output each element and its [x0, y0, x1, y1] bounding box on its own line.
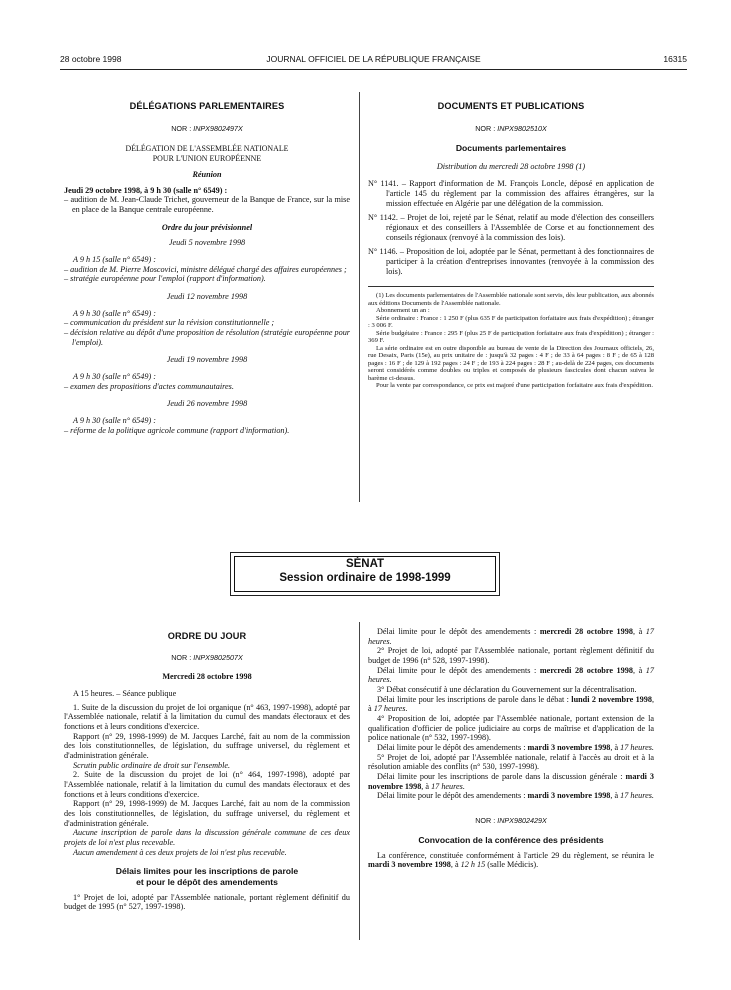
session-item: – communication du président sur la révision constitutionnelle ; — [64, 318, 275, 328]
session-item: – réforme de la politique agricole commune (rapport d'information). — [64, 425, 290, 435]
session-date: Jeudi 19 novembre 1998 — [166, 355, 248, 365]
delegations-nor: NOR : INPX9802497X — [171, 123, 243, 133]
senat-title: SÉNAT — [345, 558, 385, 570]
delai-item: 1° Projet de loi, adopté par l'Assemblée nationale, portant règlement définitif du budget de 1995 (n° 527, 1997-1998). — [64, 892, 350, 912]
delais-title: Délais limites pour les inscriptions de parole et pour le dépôt des amendements — [115, 866, 299, 887]
agenda-item: 1. Suite de la discussion du projet de loi organique (n° 463, 1997-1998), adopté par l'Assemblée nationale, relatif à la limitation du cumul des mandats électoraux et des fonctions et à leurs conditions d'exercice. — [64, 702, 350, 732]
delegations-title: DÉLÉGATIONS PARLEMENTAIRES — [129, 101, 285, 111]
column-divider-bottom — [359, 622, 360, 940]
session-item: – examen des propositions d'actes communautaires. — [64, 381, 234, 391]
delai-line: Délai limite pour le dépôt des amendements : mardi 3 novembre 1998, à 17 heures. — [377, 743, 654, 753]
session-date: Jeudi 26 novembre 1998 — [166, 399, 248, 409]
document-item: N° 1141. – Rapport d'information de M. François Loncle, déposé en application de l'article 145 du règlement par la commission des affaires étrangères, sur la mission effectuée en Algérie par une délégation de la commission. — [368, 179, 654, 208]
footnote: Abonnement un an : — [376, 307, 430, 315]
delais-continued-section — [368, 627, 654, 870]
delai-item: 4° Proposition de loi, adoptée par l'Assemblée nationale, portant extension de la qualification d'officier de police judiciaire au corps de maîtrise et d'application de la police nationale (n° 532, 1997-1998). — [368, 714, 654, 743]
header-rule — [60, 69, 687, 70]
session-time: A 9 h 30 (salle n° 6549) : — [73, 308, 156, 318]
session-block — [64, 399, 350, 435]
distribution-line: Distribution du mercredi 28 octobre 1998 (1) — [436, 162, 586, 172]
conference-nor: NOR : INPX9802429X — [475, 816, 547, 826]
session-date: Jeudi 5 novembre 1998 — [168, 238, 246, 248]
senat-title-box — [230, 552, 500, 596]
session-block — [64, 292, 350, 347]
session-item: – stratégie européenne pour l'emploi (rapport d'information). — [64, 274, 266, 284]
document-item: N° 1146. – Proposition de loi, adoptée par le Sénat, permettant à des fonctionnaires de participer à la création d'entreprises innovantes (renvoyée à la commission des lois). — [368, 247, 654, 276]
session-time: A 9 h 30 (salle n° 6549) : — [73, 372, 156, 382]
session-date: Jeudi 12 novembre 1998 — [166, 292, 248, 302]
footnotes — [368, 292, 654, 390]
delai-item: 5° Projet de loi, adopté par l'Assemblée nationale, relatif à l'accès au droit et à la résolution amiable des conflits (n° 530, 1997-1998). — [368, 752, 654, 772]
session-time: A 9 h 15 (salle n° 6549) : — [73, 255, 156, 265]
footnote: Pour la vente par correspondance, ce prix est majoré d'une participation forfaitaire aux frais d'expédition. — [376, 382, 654, 390]
header-journal-title: JOURNAL OFFICIEL DE LA RÉPUBLIQUE FRANÇAISE — [266, 54, 481, 64]
seance-date: Mercredi 28 octobre 1998 — [162, 672, 252, 682]
footnote: (1) Les documents parlementaires de l'Assemblée nationale sont servis, dès leur publication, aux abonnés aux éditions Documents de l'Assemblée nationale. — [368, 292, 654, 307]
delai-line: Délai limite pour le dépôt des amendements : mardi 3 novembre 1998, à 17 heures. — [377, 791, 654, 801]
session-item: – décision relative au dépôt d'une proposition de résolution (stratégie européenne pour l'emploi). — [64, 328, 350, 347]
delai-line: Délai limite pour les inscriptions de parole dans le débat : lundi 2 novembre 1998, à 17 heures. — [368, 694, 654, 714]
scrutin-note: Scrutin public ordinaire de droit sur l'ensemble. — [73, 760, 231, 770]
delegation-org-name: DÉLÉGATION DE L'ASSEMBLÉE NATIONALE POUR L'UNION EUROPÉENNE — [125, 144, 289, 163]
documents-parlementaires-title: Documents parlementaires — [455, 143, 567, 154]
meeting-item: – audition de M. Jean-Claude Trichet, gouverneur de la Banque de France, sur la mise en place de la Banque centrale européenne. — [64, 195, 350, 215]
notes-rule — [368, 286, 654, 287]
session-item: – audition de M. Pierre Moscovici, ministre délégué chargé des affaires européennes ; — [64, 264, 347, 274]
ordre-nor: NOR : INPX9802507X — [171, 652, 243, 662]
header-page-number: 16315 — [663, 54, 687, 64]
delegations-section — [64, 101, 350, 435]
delai-line: Délai limite pour les inscriptions de parole dans la discussion générale : mardi 3 novembre 1998, à 17 heures. — [368, 772, 654, 791]
documents-section — [368, 101, 654, 390]
ordre-du-jour-title: ORDRE DU JOUR — [167, 631, 247, 641]
rapport-text: Rapport (n° 29, 1998-1999) de M. Jacques Larché, fait au nom de la commission des lois constitutionnelles, de législation, du suffrage universel, du règlement et d'administration générale. — [64, 731, 350, 761]
delai-item: 2° Projet de loi, adopté par l'Assemblée nationale, portant règlement définitif du budget de 1996 (n° 528, 1997-1998). — [368, 646, 654, 666]
page-header — [60, 54, 687, 68]
senat-session-title: Session ordinaire de 1998-1999 — [279, 572, 451, 584]
session-block — [64, 355, 350, 391]
column-divider-top — [359, 92, 360, 502]
reunion-heading: Réunion — [192, 170, 222, 179]
seance-time: A 15 heures. – Séance publique — [73, 689, 177, 699]
documents-nor: NOR : INPX9802510X — [475, 123, 547, 133]
delai-line: Délai limite pour le dépôt des amendements : mercredi 28 octobre 1998, à 17 heures. — [368, 665, 654, 685]
conference-title: Convocation de la conférence des présidents — [418, 834, 604, 845]
footnote: Série budgétaire : France : 295 F (plus 25 F de participation forfaitaire aux frais d'expédition) ; étranger : 369 F. — [368, 329, 654, 345]
footnote: Série ordinaire : France : 1 250 F (plus 635 F de participation forfaitaire aux frais d'expédition) ; étranger : 3 006 F. — [368, 314, 654, 330]
ordre-du-jour-section — [64, 631, 350, 912]
rapport-text: Rapport (n° 29, 1998-1999) de M. Jacques Larché, fait au nom de la commission des lois constitutionnelles, de législation, du suffrage universel, du règlement et d'administration générale. — [64, 799, 350, 828]
inscription-note: Aucune inscription de parole dans la discussion générale commune de ces deux projets de loi n'est plus recevable. — [64, 828, 350, 848]
amendement-note: Aucun amendement à ces deux projets de loi n'est plus recevable. — [73, 847, 287, 857]
delai-item: 3° Débat consécutif à une déclaration du Gouvernement sur la décentralisation. — [377, 685, 637, 695]
odj-previsionnel-title: Ordre du jour prévisionnel — [161, 222, 253, 232]
conference-text: La conférence, constituée conformément à l'article 29 du règlement, se réunira le mardi 3 novembre 1998, à 12 h 15 (salle Médicis). — [368, 850, 654, 870]
session-block — [64, 238, 350, 284]
agenda-item: 2. Suite de la discussion du projet de loi (n° 464, 1997-1998), adopté par l'Assemblée nationale, relatif à la limitation du cumul des mandats électoraux et des fonctions et à leurs conditions d'exercice. — [64, 770, 350, 799]
session-time: A 9 h 30 (salle n° 6549) : — [73, 416, 156, 426]
meeting-date: Jeudi 29 octobre 1998, à 9 h 30 (salle n° 6549) : — [64, 185, 228, 195]
footnote: La série ordinaire est en outre disponible au bureau de vente de la Direction des Journaux officiels, 26, rue Desaix, Paris (15e), au prix unitaire de : jusqu'à 32 pages : 4 F ; de 33 à 64 pages : 8 F ; de 65 à 128 pages : 16 F ; de 129 à 192 pages : 24 F ; de 193 à 224 pages : 28 F ; au-delà de 224 pages, ces documents seront considérés comme doubles ou triples et composés de plusieurs fascicules dont chacun suivra le barème ci-dessus. — [368, 344, 654, 382]
header-date: 28 octobre 1998 — [60, 54, 122, 64]
delai-line: Délai limite pour le dépôt des amendements : mercredi 28 octobre 1998, à 17 heures. — [368, 627, 654, 646]
document-item: N° 1142. – Projet de loi, rejeté par le Sénat, relatif au mode d'élection des conseillers régionaux et des conseillers à l'Assemblée de Corse et au fonctionnement des conseils régionaux (renvoyé à la commission des lois). — [368, 213, 654, 242]
documents-title: DOCUMENTS ET PUBLICATIONS — [437, 101, 585, 111]
